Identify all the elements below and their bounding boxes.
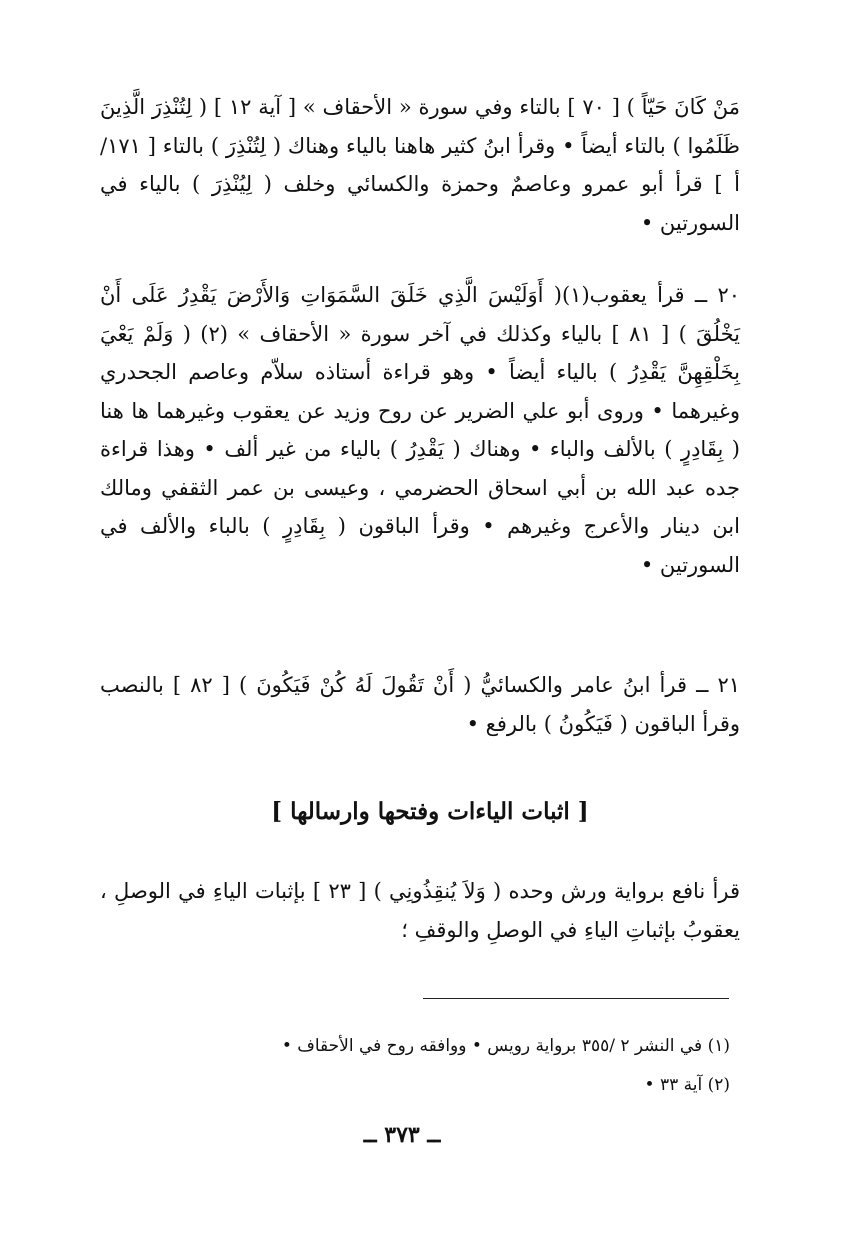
footnote-1: (١) في النشر ٢ /٣٥٥ برواية رويس • ووافقه روح في الأحقاف • — [281, 1036, 730, 1056]
paragraph-yaat: قرأ نافع برواية ورش وحده ( وَلاَ يُنقِذُونِي ) [ ٢٣ ] بإثبات الياءِ في الوصلِ ، يعقوبُ بإثباتِ الياءِ في الوصلِ والوقفِ ؛ — [100, 879, 740, 942]
paragraph-verse-81: ٢٠ ــ قرأ يعقوب(١)( أَوَلَيْسَ الَّذِي خَلَقَ السَّمَوَاتِ وَالأَرْضَ يَقْدِرُ عَلَى أَنْ يَخْلُقَ ) [ ٨١ ] بالياء وكذلك في آخر سورة « الأحقاف » (٢) ( وَلَمْ يَعْيَ بِخَلْقِهِنَّ يَقْدِرُ ) بالياء أيضاً • وهو قراءة أستاذه سلاّم وعاصم الجحدري وغيرهما • وروى أبو علي الضرير عن روح وزيد عن يعقوب وغيرهما ها هنا ( بِقَادِرٍ ) بالألف والباء • وهناك ( يَقْدِرُ ) بالياء من غير ألف • وهذا قراءة جده عبد الله بن أبي اسحاق الحضرمي ، وعيسى بن عمر الثقفي ومالك ابن دينار والأعرج وغيرهم • وقرأ الباقون ( بِقَادِرٍ ) بالباء والألف في السورتين • — [100, 283, 741, 577]
footnote-divider — [423, 998, 729, 999]
section-heading: [ اثبات الياءات وفتحها وارسالها ] — [271, 798, 589, 825]
paragraph-verse-70: مَنْ كَانَ حَيّاً ) [ ٧٠ ] بالتاء وفي سورة « الأحقاف » [ آية ١٢ ] ( لِتُنْذِرَ الَّذِينَ ظَلَمُوا ) بالتاء أيضاً • وقرأ ابنُ كثير هاهنا بالياء وهناك ( لِتُنْذِرَ ) بالتاء [ ١٧١/أ ] قرأ أبو عمرو وعاصمٌ وحمزة والكسائي وخلف ( لِيُنْذِرَ ) بالياء في السورتين • — [100, 95, 740, 235]
paragraph-verse-82: ٢١ ــ قرأ ابنُ عامر والكسائيُّ ( أَنْ تَقُولَ لَهُ كُنْ فَيَكُونَ ) [ ٨٢ ] بالنصب وقرأ الباقون ( فَيَكُونُ ) بالرفع • — [100, 673, 740, 736]
page-number: ــ ٣٧٣ ــ — [363, 1122, 441, 1148]
footnote-2: (٢) آية ٣٣ • — [644, 1075, 730, 1095]
